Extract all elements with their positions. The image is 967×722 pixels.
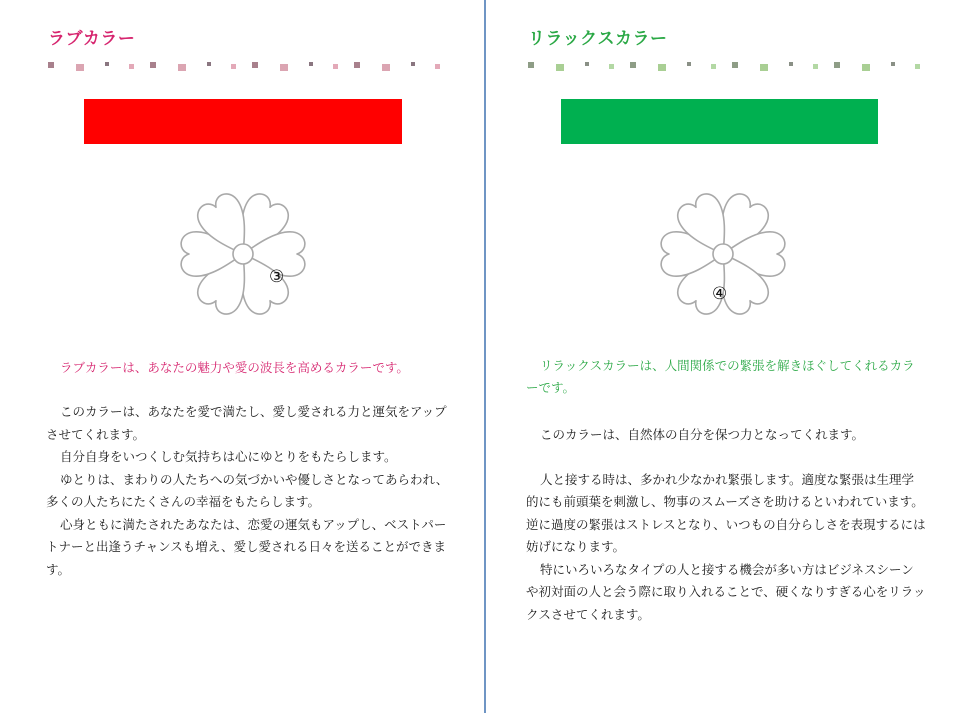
page-title: ラブカラー — [48, 29, 136, 49]
paragraph: 人と接する時は、多かれ少なかれ緊張します。適度な緊張は生理学的にも前頭葉を刺激し、物事のスムーズさを助けるといわれています。逆に過度の緊張はストレスとなり、いつもの自分らしさを表現するには妨げになります。 — [526, 471, 926, 554]
flower-illustration — [657, 184, 789, 324]
dot — [280, 64, 288, 71]
color-swatch — [84, 99, 402, 144]
dot — [382, 64, 390, 71]
dot — [207, 62, 211, 66]
dot — [105, 62, 109, 66]
paragraph: 心身ともに満たされたあなたは、恋愛の運気もアップし、ベストパートナーと出逢うチャンスも増え、愛し愛される日々を送ることができます。 — [46, 516, 447, 577]
petal-number: ④ — [712, 284, 728, 304]
dot — [862, 64, 870, 71]
dot — [48, 62, 54, 68]
dot — [556, 64, 564, 71]
lead-text: ラブカラーは、あなたの魅力や愛の波長を高めるカラーです。 — [60, 360, 409, 375]
dot — [915, 64, 920, 69]
relax-color-page — [486, 0, 967, 722]
dot — [630, 62, 636, 68]
dotted-decoration — [48, 60, 448, 72]
flower-illustration — [177, 184, 309, 324]
lead-text: リラックスカラーは、人間関係での緊張を解きほぐしてくれるカラーです。 — [526, 358, 915, 395]
paragraph: このカラーは、あなたを愛で満たし、愛し愛される力と運気をアップさせてくれます。 — [46, 404, 447, 442]
dot — [711, 64, 716, 69]
dot — [687, 62, 691, 66]
dotted-decoration — [528, 60, 928, 72]
dot — [609, 64, 614, 69]
dot — [354, 62, 360, 68]
dot — [813, 64, 818, 69]
dot — [129, 64, 134, 69]
dot — [435, 64, 440, 69]
flower-icon — [177, 184, 309, 324]
dot — [309, 62, 313, 66]
dot — [252, 62, 258, 68]
paragraph-gap — [526, 447, 926, 469]
dot — [150, 62, 156, 68]
color-swatch — [561, 99, 878, 144]
petal-number: ③ — [269, 267, 285, 287]
dot — [891, 62, 895, 66]
dot — [585, 62, 589, 66]
dot — [333, 64, 338, 69]
dot — [834, 62, 840, 68]
dot — [178, 64, 186, 71]
body-text — [526, 424, 926, 626]
dot — [789, 62, 793, 66]
paragraph: このカラーは、自然体の自分を保つ力となってくれます。 — [540, 427, 865, 442]
dot — [732, 62, 738, 68]
page-title: リラックスカラー — [528, 29, 668, 49]
dot — [658, 64, 666, 71]
dot — [528, 62, 534, 68]
body-text — [46, 401, 451, 581]
paragraph: 自分自身をいつくしむ気持ちは心にゆとりをもたらします。 — [60, 449, 397, 464]
dot — [760, 64, 768, 71]
paragraph: ゆとりは、まわりの人たちへの気づかいや優しさとなってあらわれ、多くの人たちにたくさんの幸福をもたらします。 — [46, 471, 449, 509]
dot — [76, 64, 84, 71]
paragraph: 特にいろいろなタイプの人と接する機会が多い方はビジネスシーンや初対面の人と会う際に取り入れることで、硬くなりすぎる心をリラックスさせてくれます。 — [526, 561, 926, 622]
dot — [411, 62, 415, 66]
dot — [231, 64, 236, 69]
